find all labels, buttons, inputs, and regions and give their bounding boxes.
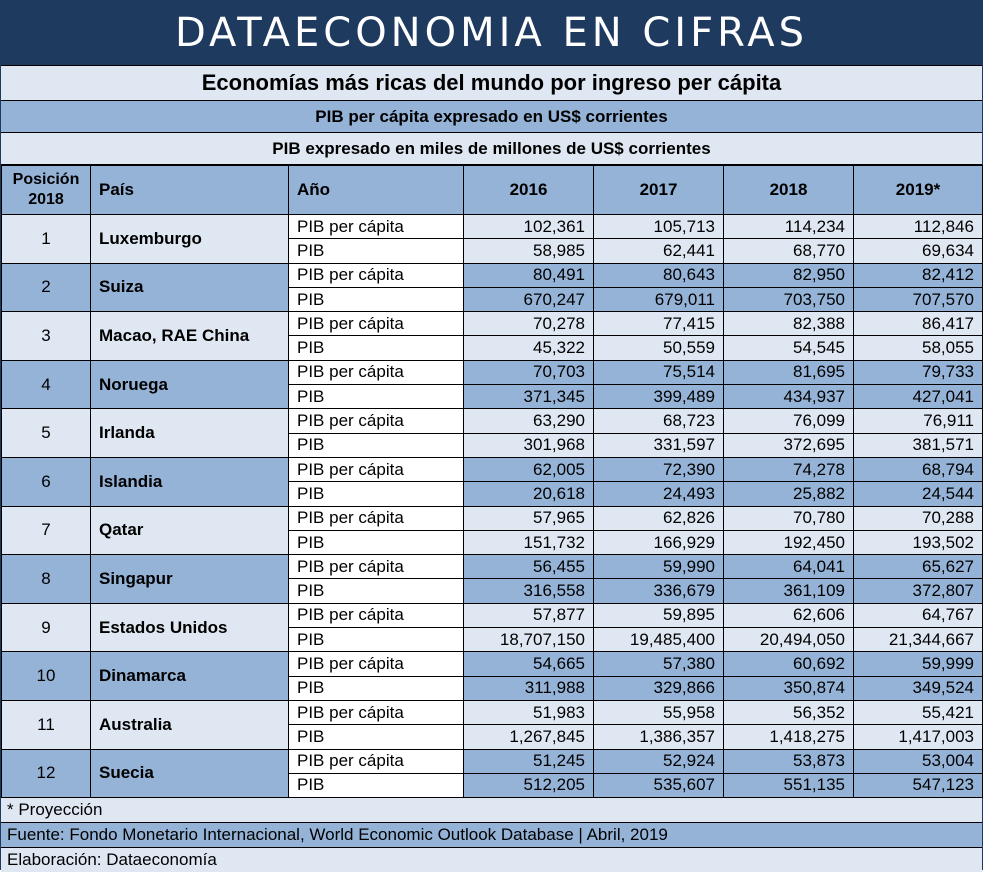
position-cell: 1 (2, 215, 91, 264)
value-cell: 192,450 (724, 530, 854, 554)
value-cell: 151,732 (464, 530, 594, 554)
value-cell: 372,807 (854, 579, 983, 603)
value-cell: 76,099 (724, 409, 854, 433)
value-cell: 72,390 (594, 457, 724, 481)
value-cell: 57,380 (594, 652, 724, 676)
value-cell: 50,559 (594, 336, 724, 360)
value-cell: 336,679 (594, 579, 724, 603)
indicator-label: PIB per cápita (289, 506, 464, 530)
value-cell: 74,278 (724, 457, 854, 481)
indicator-label: PIB (289, 239, 464, 263)
value-cell: 82,412 (854, 263, 983, 287)
indicator-label: PIB (289, 385, 464, 409)
value-cell: 58,055 (854, 336, 983, 360)
value-cell: 70,780 (724, 506, 854, 530)
value-cell: 64,767 (854, 603, 983, 627)
table-row (2, 506, 983, 530)
indicator-label: PIB per cápita (289, 749, 464, 773)
unit-note-per-capita: PIB per cápita expresado en US$ corrientes (1, 101, 982, 133)
value-cell: 371,345 (464, 385, 594, 409)
value-cell: 65,627 (854, 555, 983, 579)
indicator-label: PIB per cápita (289, 652, 464, 676)
indicator-label: PIB per cápita (289, 312, 464, 336)
value-cell: 316,558 (464, 579, 594, 603)
value-cell: 329,866 (594, 676, 724, 700)
value-cell: 75,514 (594, 360, 724, 384)
value-cell: 434,937 (724, 385, 854, 409)
value-cell: 51,983 (464, 700, 594, 724)
value-cell: 64,041 (724, 555, 854, 579)
value-cell: 535,607 (594, 773, 724, 797)
header-2018: 2018 (724, 166, 854, 215)
value-cell: 399,489 (594, 385, 724, 409)
value-cell: 56,352 (724, 700, 854, 724)
value-cell: 547,123 (854, 773, 983, 797)
value-cell: 25,882 (724, 482, 854, 506)
value-cell: 112,846 (854, 215, 983, 239)
value-cell: 55,421 (854, 700, 983, 724)
value-cell: 60,692 (724, 652, 854, 676)
table-row (2, 652, 983, 676)
value-cell: 311,988 (464, 676, 594, 700)
value-cell: 62,826 (594, 506, 724, 530)
value-cell: 82,950 (724, 263, 854, 287)
table-row (2, 555, 983, 579)
value-cell: 193,502 (854, 530, 983, 554)
value-cell: 80,643 (594, 263, 724, 287)
value-cell: 350,874 (724, 676, 854, 700)
value-cell: 55,958 (594, 700, 724, 724)
table-row (2, 215, 983, 239)
value-cell: 679,011 (594, 287, 724, 311)
position-cell: 2 (2, 263, 91, 312)
value-cell: 62,606 (724, 603, 854, 627)
value-cell: 80,491 (464, 263, 594, 287)
country-cell: Suecia (91, 749, 289, 798)
value-cell: 361,109 (724, 579, 854, 603)
value-cell: 59,999 (854, 652, 983, 676)
table-row (2, 263, 983, 287)
banner-title: DATAECONOMIA EN CIFRAS (1, 1, 982, 66)
indicator-label: PIB per cápita (289, 700, 464, 724)
value-cell: 102,361 (464, 215, 594, 239)
indicator-label: PIB (289, 482, 464, 506)
value-cell: 331,597 (594, 433, 724, 457)
country-cell: Noruega (91, 360, 289, 409)
indicator-label: PIB (289, 336, 464, 360)
value-cell: 551,135 (724, 773, 854, 797)
value-cell: 51,245 (464, 749, 594, 773)
value-cell: 57,965 (464, 506, 594, 530)
value-cell: 1,417,003 (854, 725, 983, 749)
position-cell: 11 (2, 700, 91, 749)
value-cell: 82,388 (724, 312, 854, 336)
indicator-label: PIB per cápita (289, 603, 464, 627)
indicator-label: PIB per cápita (289, 457, 464, 481)
value-cell: 21,344,667 (854, 628, 983, 652)
table-header-row (2, 166, 983, 215)
value-cell: 59,895 (594, 603, 724, 627)
value-cell: 18,707,150 (464, 628, 594, 652)
value-cell: 427,041 (854, 385, 983, 409)
value-cell: 670,247 (464, 287, 594, 311)
indicator-label: PIB per cápita (289, 409, 464, 433)
indicator-label: PIB per cápita (289, 215, 464, 239)
value-cell: 56,455 (464, 555, 594, 579)
indicator-label: PIB (289, 676, 464, 700)
value-cell: 54,545 (724, 336, 854, 360)
value-cell: 105,713 (594, 215, 724, 239)
value-cell: 166,929 (594, 530, 724, 554)
value-cell: 512,205 (464, 773, 594, 797)
footnote-credit: Elaboración: Dataeconomía (1, 848, 982, 872)
header-2017: 2017 (594, 166, 724, 215)
value-cell: 1,267,845 (464, 725, 594, 749)
country-cell: Australia (91, 700, 289, 749)
value-cell: 703,750 (724, 287, 854, 311)
header-2016: 2016 (464, 166, 594, 215)
table-row (2, 409, 983, 433)
position-cell: 10 (2, 652, 91, 701)
position-cell: 3 (2, 312, 91, 361)
table-row (2, 457, 983, 481)
table-row (2, 603, 983, 627)
table-row (2, 700, 983, 724)
indicator-label: PIB (289, 628, 464, 652)
value-cell: 77,415 (594, 312, 724, 336)
country-cell: Islandia (91, 457, 289, 506)
value-cell: 19,485,400 (594, 628, 724, 652)
value-cell: 57,877 (464, 603, 594, 627)
indicator-label: PIB (289, 287, 464, 311)
indicator-label: PIB per cápita (289, 360, 464, 384)
indicator-label: PIB (289, 579, 464, 603)
value-cell: 1,386,357 (594, 725, 724, 749)
value-cell: 20,494,050 (724, 628, 854, 652)
value-cell: 62,441 (594, 239, 724, 263)
table-row (2, 312, 983, 336)
position-cell: 12 (2, 749, 91, 798)
country-cell: Qatar (91, 506, 289, 555)
table-row (2, 360, 983, 384)
value-cell: 372,695 (724, 433, 854, 457)
value-cell: 52,924 (594, 749, 724, 773)
value-cell: 114,234 (724, 215, 854, 239)
value-cell: 68,770 (724, 239, 854, 263)
header-country: País (91, 166, 289, 215)
value-cell: 58,985 (464, 239, 594, 263)
indicator-label: PIB per cápita (289, 555, 464, 579)
header-year: Año (289, 166, 464, 215)
country-cell: Dinamarca (91, 652, 289, 701)
footnote-projection: * Proyección (1, 798, 982, 823)
value-cell: 69,634 (854, 239, 983, 263)
country-cell: Suiza (91, 263, 289, 312)
indicator-label: PIB (289, 725, 464, 749)
value-cell: 76,911 (854, 409, 983, 433)
country-cell: Irlanda (91, 409, 289, 458)
value-cell: 45,322 (464, 336, 594, 360)
value-cell: 20,618 (464, 482, 594, 506)
value-cell: 81,695 (724, 360, 854, 384)
value-cell: 70,278 (464, 312, 594, 336)
indicator-label: PIB per cápita (289, 263, 464, 287)
position-cell: 9 (2, 603, 91, 652)
value-cell: 349,524 (854, 676, 983, 700)
value-cell: 68,723 (594, 409, 724, 433)
country-cell: Luxemburgo (91, 215, 289, 264)
table-title: Economías más ricas del mundo por ingreso per cápita (1, 66, 982, 101)
header-2019: 2019* (854, 166, 983, 215)
position-cell: 4 (2, 360, 91, 409)
table-row (2, 749, 983, 773)
indicator-label: PIB (289, 530, 464, 554)
country-cell: Macao, RAE China (91, 312, 289, 361)
country-cell: Estados Unidos (91, 603, 289, 652)
value-cell: 54,665 (464, 652, 594, 676)
position-cell: 5 (2, 409, 91, 458)
value-cell: 68,794 (854, 457, 983, 481)
country-cell: Singapur (91, 555, 289, 604)
value-cell: 86,417 (854, 312, 983, 336)
table-body (2, 215, 983, 798)
value-cell: 59,990 (594, 555, 724, 579)
position-cell: 6 (2, 457, 91, 506)
value-cell: 53,004 (854, 749, 983, 773)
value-cell: 79,733 (854, 360, 983, 384)
unit-note-gdp: PIB expresado en miles de millones de US$ corrientes (1, 133, 982, 165)
header-position: Posición 2018 (2, 166, 91, 215)
value-cell: 1,418,275 (724, 725, 854, 749)
indicator-label: PIB (289, 433, 464, 457)
footnote-source: Fuente: Fondo Monetario Internacional, World Economic Outlook Database | Abril, 2019 (1, 823, 982, 848)
value-cell: 301,968 (464, 433, 594, 457)
value-cell: 70,288 (854, 506, 983, 530)
value-cell: 62,005 (464, 457, 594, 481)
value-cell: 24,493 (594, 482, 724, 506)
value-cell: 53,873 (724, 749, 854, 773)
position-cell: 7 (2, 506, 91, 555)
value-cell: 63,290 (464, 409, 594, 433)
value-cell: 24,544 (854, 482, 983, 506)
value-cell: 381,571 (854, 433, 983, 457)
gdp-table (1, 165, 983, 798)
value-cell: 70,703 (464, 360, 594, 384)
value-cell: 707,570 (854, 287, 983, 311)
indicator-label: PIB (289, 773, 464, 797)
position-cell: 8 (2, 555, 91, 604)
